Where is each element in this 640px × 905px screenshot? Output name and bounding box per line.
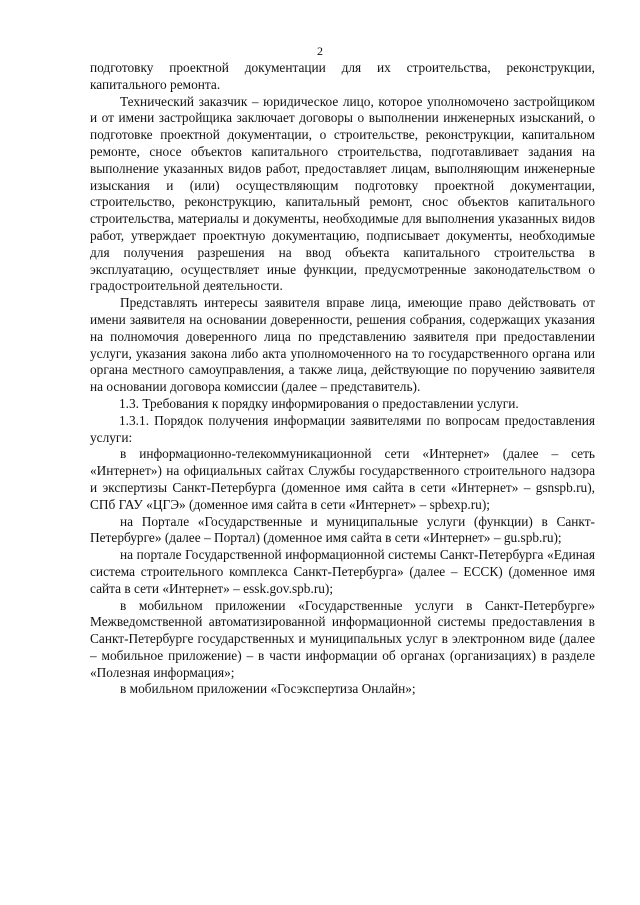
section-heading-1-3: 1.3. Требования к порядку информирования о предоставлении услуги. (119, 395, 519, 411)
list-item-internet: в информационно-телекоммуникационной сети «Интернет» (далее – сеть «Интернет») на официальных сайтах Службы государственного строительного надзора и экспертизы Санкт-Петербурга (доменное имя сайта в сети «Интернет» – gsnspb.ru), СПб ГАУ «ЦГЭ» (доменное имя сайта в сети «Интернет» – spbexp.ru); (90, 446, 595, 512)
list-item-essk: на портале Государственной информационной системы Санкт-Петербурга «Единая система строительного комплекса Санкт-Петербурга» (далее – ЕССК) (доменное имя сайта в сети «Интернет» – essk.gov.spb.ru); (90, 547, 595, 596)
list-item-gosexpertiza: в мобильном приложении «Госэкспертиза Онлайн»; (120, 681, 416, 697)
paragraph-continuation: подготовку проектной документации для их строительства, реконструкции, капитального ремонта. (90, 60, 595, 92)
paragraph-representative: Представлять интересы заявителя вправе лица, имеющие право действовать от имени заявителя на основании доверенности, решения собрания, содержащих указания на полномочия доверенного лица по представлению заявителя при предоставлении услуги, указания закона либо акта уполномоченного на то государственного органа или органа местного самоуправления, а также лица, действующие по поручению заявителя на основании договора комиссии (далее – представитель). (90, 295, 595, 395)
body-text (90, 60, 595, 698)
list-item-mobile-app: в мобильном приложении «Государственные услуги в Санкт-Петербурге» Межведомственной автоматизированной информационной системы предоставления в Санкт-Петербурге государственных и муниципальных услуг в электронном виде (далее – мобильное приложение) – в части информации об органах (организациях) в разделе «Полезная информация»; (90, 597, 595, 680)
paragraph-technical-customer: Технический заказчик – юридическое лицо, которое уполномочено застройщиком и от имени застройщика заключает договоры о выполнении инженерных изысканий, о подготовке проектной документации, о строительстве, реконструкции, капитальном ремонте, сносе объектов капитального строительства, подготавливает задания на выполнение указанных видов работ, предоставляет лицам, выполняющим инженерные изыскания и (или) осуществляющим подготовку проектной документации, строительство, реконструкцию, капитальный ремонт, снос объектов капитального строительства, материалы и документы, необходимые для выполнения указанных видов работ, утверждает проектную документацию, подписывает документы, необходимые для получения разрешения на ввод объекта капитального строительства в эксплуатацию, осуществляет иные функции, предусмотренные законодательством о градостроительной деятельности. (90, 93, 595, 294)
subsection-1-3-1: 1.3.1. Порядок получения информации заявителями по вопросам предоставления услуги: (90, 412, 595, 445)
page-number: 2 (317, 44, 323, 58)
list-item-portal: на Портале «Государственные и муниципальные услуги (функции) в Санкт-Петербурге» (далее – Портал) (доменное имя сайта в сети «Интернет» – gu.spb.ru); (90, 513, 595, 546)
